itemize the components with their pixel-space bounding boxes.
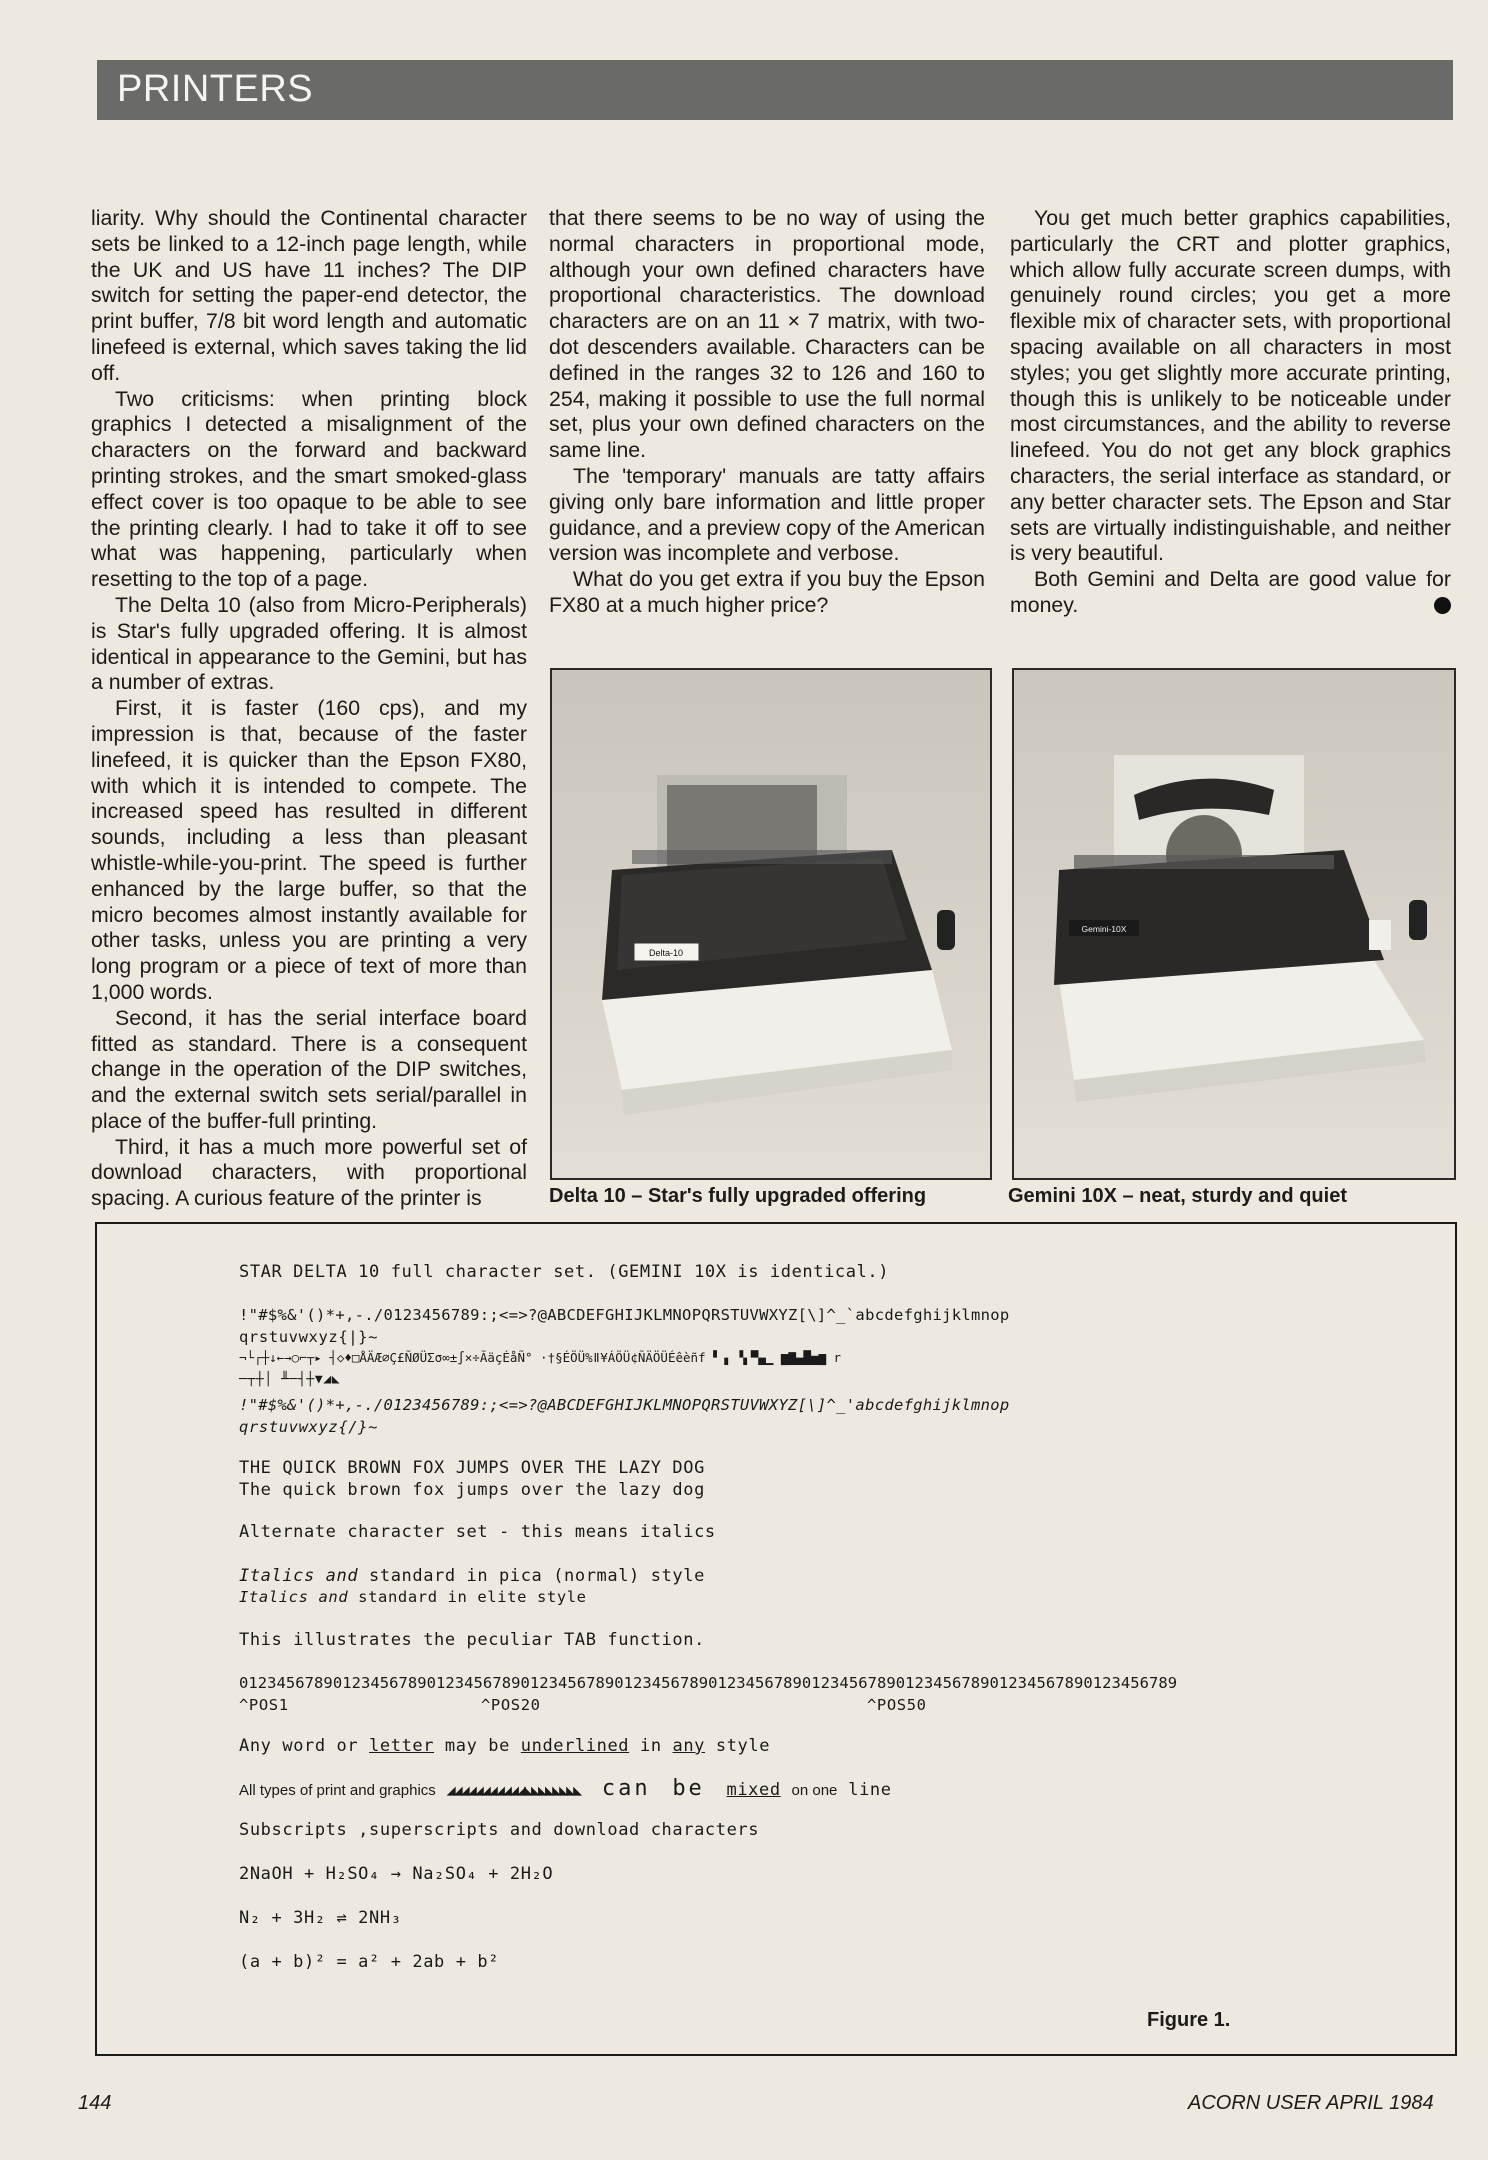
italic-charset-line: qrstuvwxyz{/}~ <box>239 1418 379 1436</box>
graphics-characters: ◢◢◢◢◢◢◢◢◢◢◢◣◣◣◣◣◣◣◣ <box>446 1781 581 1799</box>
enlarged-word: be <box>672 1776 705 1801</box>
italic-text: Italics and <box>239 1566 359 1586</box>
mixed-print-line <box>239 1776 892 1801</box>
printer-badge-text: Delta-10 <box>648 948 684 958</box>
section-title: PRINTERS <box>117 68 314 110</box>
paragraph: What do you get extra if you buy the Epson FX80 at a much higher price? <box>549 567 985 617</box>
delta-10-printer-illustration <box>552 670 990 1178</box>
paragraph: First, it is faster (160 cps), and my impression is that, because of the faster linefeed, it is quicker than the Epson FX80, with which it is intended to compete. The increased speed has resulted in different sounds, including a less than pleasant whistle-while-you-print. The speed is further enhanced by the large buffer, so that the micro becomes almost instantly available for other tasks, unless you are printing a very long program or a piece of text of more than 1,000 words. <box>91 696 527 1004</box>
paragraph: that there seems to be no way of using the normal characters in proportional mode, although your own defined characters have proportional characteristics. The download characters are on an 11 × 7 matrix, with two-dot descenders available. Characters can be defined in the ranges 32 to 126 and 160 to 254, making it possible to use the full normal set, plus your own defined characters on the same line. <box>549 206 985 463</box>
underlined-word: mixed <box>726 1780 781 1800</box>
normal-text: standard in elite style <box>348 1588 587 1606</box>
underlined-word: letter <box>369 1736 435 1756</box>
paragraph: liarity. Why should the Continental character sets be linked to a 12-inch page length, while the UK and US have 11 inches? The DIP switch for setting the paper-end detector, the print buffer, 7/8 bit word length and automatic linefeed is external, which saves taking the lid off. <box>91 206 527 385</box>
article-column-2 <box>549 206 985 619</box>
paragraph: Two criticisms: when printing block graphics I detected a misalignment of the characters on the forward and backward printing strokes, and the smart smoked-glass effect cover is too opaque to be able to see the printing clearly. I had to take it off to see what was happening, particularly when resetting to the top of a page. <box>91 386 527 592</box>
photo-caption-2: Gemini 10X – neat, sturdy and quiet <box>1008 1185 1347 1207</box>
graphics-charset-line: ¬└┌┼↓←→○⌐┬▸ ┤◇♦□ÅÄÆ∅Ç£ÑØÜΣσ∞±∫×÷ÃäçÉåÑ° ·†§ÉÖÜ%ǁ¥ÁÖÜ¢ÑÄÖÜÉêèñf ▘▗ ▝▖▀▄▁ ▆▇▄█▅▆ r <box>239 1350 842 1365</box>
graphics-charset-line: ─┬┼│ ╨─┤┼▼◢◣ <box>239 1372 341 1387</box>
algebra-equation: (a + b)² = a² + 2ab + b² <box>239 1952 500 1972</box>
paragraph: Third, it has a much more powerful set of download characters, with proportional spacing. A curious feature of the printer is <box>91 1134 527 1211</box>
digits-ruler-line: 0123456789012345678901234567890123456789012345678901234567890123456789012345678901234567890123456789 <box>239 1674 1178 1692</box>
printout-title-line: STAR DELTA 10 full character set. (GEMINI 10X is identical.) <box>239 1262 890 1282</box>
italic-charset-line: !"#$%&'()*+,-./0123456789:;<=>?@ABCDEFGHIJKLMNOPQRSTUVWXYZ[\]^_'abcdefghijklmnop <box>239 1396 1010 1414</box>
charset-line: qrstuvwxyz{|}~ <box>239 1328 379 1346</box>
tab-pos50: ^POS50 <box>867 1696 927 1714</box>
charset-line: !"#$%&'()*+,-./0123456789:;<=>?@ABCDEFGHIJKLMNOPQRSTUVWXYZ[\]^_`abcdefghijklmnop <box>239 1306 1010 1324</box>
delta-10-photo <box>550 668 992 1180</box>
article-column-1 <box>91 206 527 1212</box>
section-header-bar <box>97 60 1453 120</box>
chemistry-equation-1: 2NaOH + H₂SO₄ → Na₂SO₄ + 2H₂O <box>239 1864 554 1884</box>
word: in <box>639 1736 662 1756</box>
small-print-text: on one <box>791 1782 838 1799</box>
printer-badge-text: Gemini-10X <box>1081 924 1127 934</box>
fox-uppercase-line: THE QUICK BROWN FOX JUMPS OVER THE LAZY DOG <box>239 1458 705 1478</box>
word: may be <box>444 1736 510 1756</box>
paragraph: The 'temporary' manuals are tatty affairs giving only bare information and little proper guidance, and a preview copy of the American version was incomplete and verbose. <box>549 463 985 566</box>
paragraph: The Delta 10 (also from Micro-Peripherals) is Star's fully upgraded offering. It is almost identical in appearance to the Gemini, but has a number of extras. <box>91 592 527 695</box>
chemistry-equation-2: N₂ + 3H₂ ⇌ 2NH₃ <box>239 1908 402 1928</box>
paragraph: Second, it has the serial interface board fitted as standard. There is a consequent change in the operation of the DIP switches, and the external switch sets serial/parallel in place of the buffer-full printing. <box>91 1005 527 1133</box>
tab-function-line: This illustrates the peculiar TAB function. <box>239 1630 705 1650</box>
word: or <box>336 1736 359 1756</box>
small-print-text: All types of print and graphics <box>239 1782 436 1799</box>
publication-footer: ACORN USER APRIL 1984 <box>1188 2092 1434 2114</box>
alternate-set-line: Alternate character set - this means italics <box>239 1522 716 1542</box>
italic-text: Italics and <box>239 1588 349 1606</box>
gemini-10x-photo <box>1012 668 1456 1180</box>
word: Any <box>239 1736 272 1756</box>
fox-lowercase-line: The quick brown fox jumps over the lazy dog <box>239 1480 705 1500</box>
tab-pos20: ^POS20 <box>481 1696 541 1714</box>
article-column-3 <box>1010 206 1451 619</box>
underline-demo-line <box>239 1736 770 1756</box>
subscripts-line: Subscripts ,superscripts and download characters <box>239 1820 760 1840</box>
page-number: 144 <box>78 2092 112 2114</box>
italics-pica-line <box>239 1566 705 1586</box>
gemini-10x-printer-illustration <box>1014 670 1454 1178</box>
normal-text: standard in pica (normal) style <box>358 1566 705 1586</box>
photo-caption-1: Delta 10 – Star's fully upgraded offering <box>549 1185 927 1207</box>
enlarged-word: can <box>601 1776 651 1801</box>
end-of-article-bullet <box>1434 597 1451 614</box>
underlined-word: any <box>672 1736 706 1756</box>
paragraph-last <box>1010 567 1451 619</box>
paragraph-text: Both Gemini and Delta are good value for money. <box>1010 567 1451 617</box>
underlined-word: underlined <box>520 1736 630 1756</box>
paragraph: You get much better graphics capabilities, particularly the CRT and plotter graphics, which allow fully accurate screen dumps, with genuinely round circles; you get a more flexible mix of character sets, with proportional spacing available on all characters in most styles; you get slightly more accurate printing, though this is unlikely to be noticeable under most circumstances, and the ability to reverse linefeed. You do not get any block graphics characters, the serial interface as standard, or any better character sets. The Epson and Star sets are virtually indistinguishable, and neither is very beautiful. <box>1010 206 1451 566</box>
word: style <box>715 1736 771 1756</box>
word: word <box>282 1736 326 1756</box>
figure-1-printout <box>95 1222 1457 2056</box>
italics-elite-line <box>239 1588 587 1606</box>
word: line <box>848 1780 892 1800</box>
tab-pos1: ^POS1 <box>239 1696 289 1714</box>
figure-label: Figure 1. <box>1147 2009 1231 2031</box>
